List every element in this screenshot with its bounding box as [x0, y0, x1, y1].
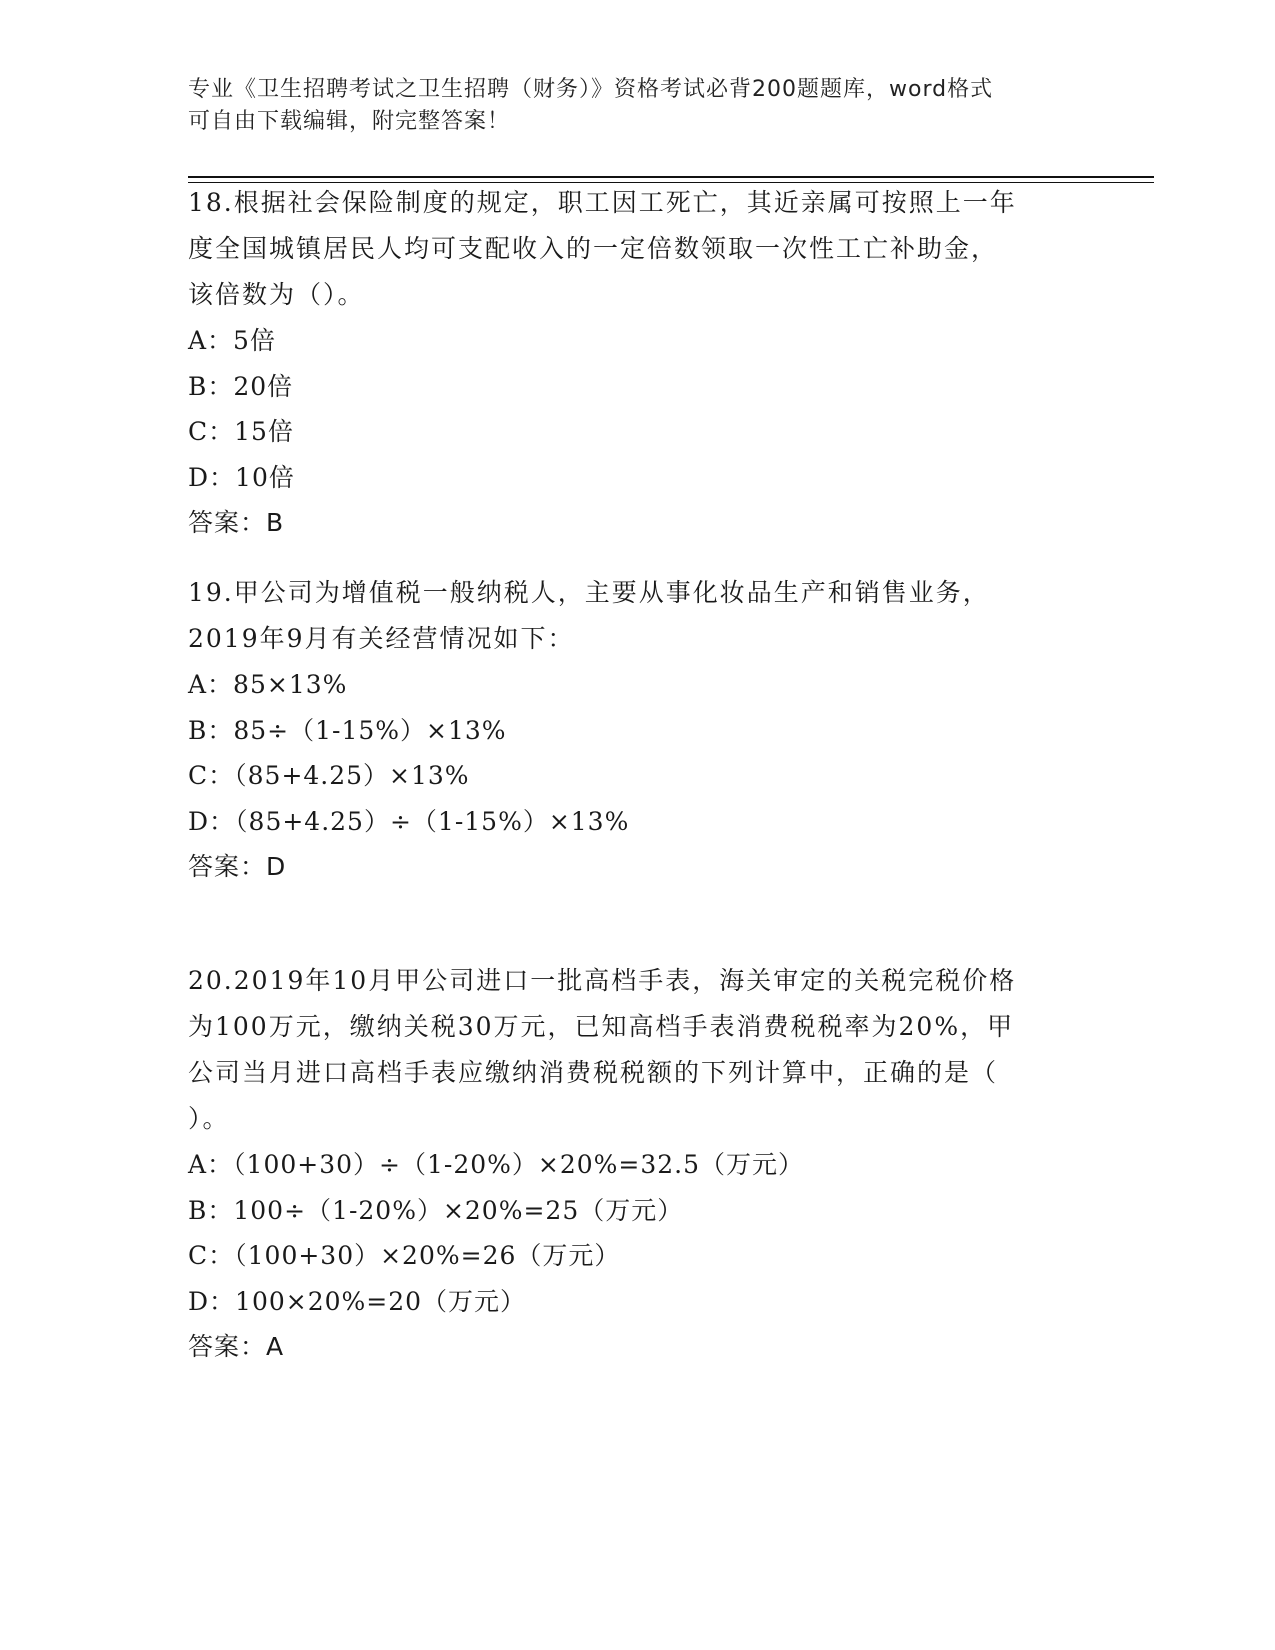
option-b: B：20倍	[188, 371, 294, 401]
option-a: A：5倍	[188, 326, 276, 355]
question-stem-line: 18.根据社会保险制度的规定，职工因工死亡，其近亲属可按照上一年	[188, 188, 1017, 217]
option-d: D：（85+4.25）÷（1-15%）×13%	[188, 806, 630, 836]
question-stem-line: 度全国城镇居民人均可支配收入的一定倍数领取一次性工亡补助金，	[188, 234, 999, 263]
option-c: C：（100+30）×20%=26（万元）	[188, 1241, 621, 1270]
option-b: B：100÷（1-20%）×20%=25（万元）	[188, 1195, 684, 1225]
question-stem-line: 2019年9月有关经营情况如下：	[188, 624, 575, 653]
answer: 答案：B	[188, 508, 285, 537]
answer: 答案：A	[188, 1332, 285, 1361]
question-stem-line: 公司当月进口高档手表应缴纳消费税税额的下列计算中，正确的是（	[188, 1058, 999, 1087]
question-20	[188, 958, 1088, 1370]
option-d: D：100×20%=20（万元）	[188, 1286, 527, 1316]
option-a: A：85×13%	[188, 670, 348, 699]
question-stem-line: ）。	[188, 1104, 230, 1133]
option-c: C：（85+4.25）×13%	[188, 761, 470, 790]
option-d: D：10倍	[188, 462, 295, 492]
question-stem-line: 该倍数为（）。	[188, 280, 365, 309]
question-stem-line: 为100万元，缴纳关税30万元，已知高档手表消费税税率为20%，甲	[188, 1012, 1015, 1041]
question-stem-line: 19.甲公司为增值税一般纳税人，主要从事化妆品生产和销售业务，	[188, 578, 990, 607]
option-b: B：85÷（1-15%）×13%	[188, 715, 507, 745]
question-19	[188, 570, 1088, 890]
question-18	[188, 180, 1088, 546]
option-c: C：15倍	[188, 417, 294, 446]
answer: 答案：D	[188, 852, 287, 881]
document-header	[188, 74, 1088, 138]
header-line-2: 可自由下载编辑，附完整答案！	[188, 109, 511, 134]
option-a: A：（100+30）÷（1-20%）×20%=32.5（万元）	[188, 1150, 805, 1179]
header-line-1: 专业《卫生招聘考试之卫生招聘（财务）》资格考试必背200题题库，word格式	[188, 77, 994, 102]
header-divider-thick	[188, 176, 1154, 178]
question-stem-line: 20.2019年10月甲公司进口一批高档手表，海关审定的关税完税价格	[188, 966, 1017, 995]
